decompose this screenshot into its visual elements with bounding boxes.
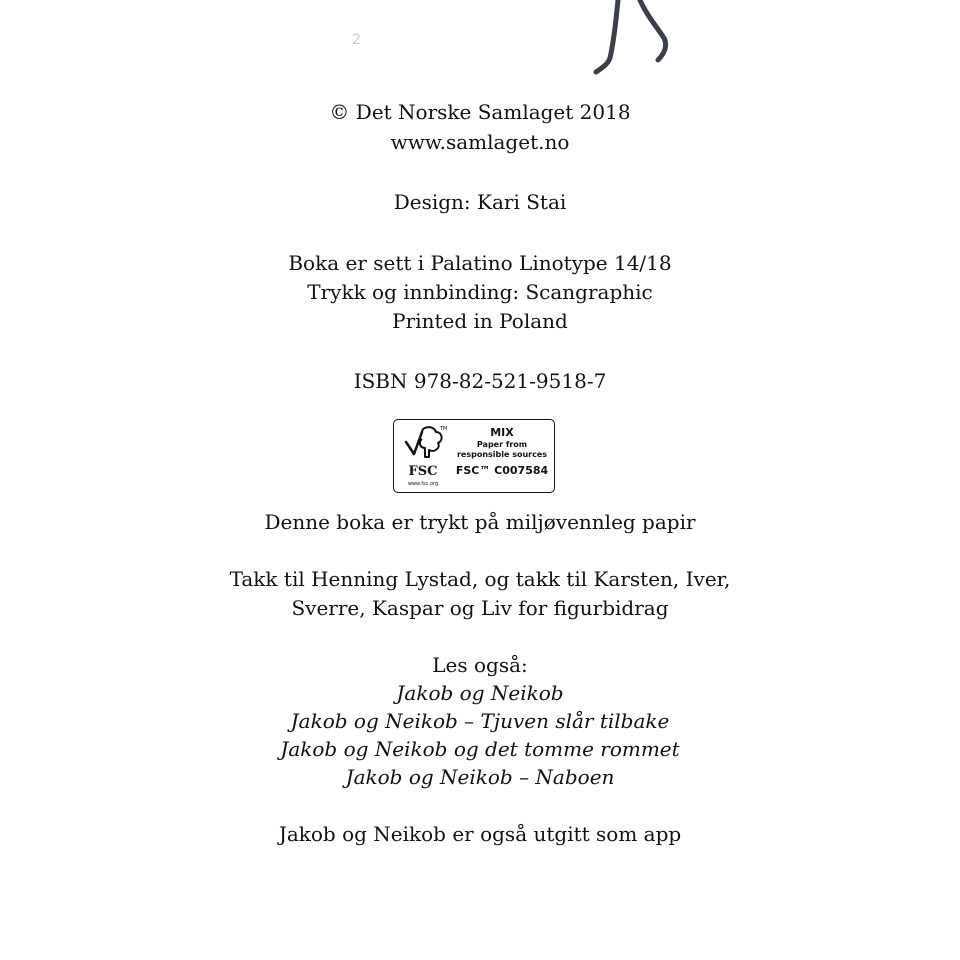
app-note: Jakob og Neikob er også utgitt som app — [278, 822, 682, 846]
also-read-title: Jakob og Neikob – Tjuven slår tilbake — [290, 709, 670, 733]
fsc-logo — [400, 424, 446, 488]
pencil-page-mark: 2 — [352, 32, 361, 48]
svg-text:TM: TM — [440, 426, 448, 432]
fsc-responsible-sources: responsible sources — [456, 450, 548, 459]
fsc-tree-icon — [400, 424, 446, 464]
design-credit: Design: Kari Stai — [393, 190, 567, 214]
thanks-line-1: Takk til Henning Lystad, og takk til Karsten, Iver, — [229, 567, 731, 591]
fsc-code: FSC™ C007584 — [455, 464, 549, 477]
also-read-title: Jakob og Neikob — [396, 681, 564, 705]
copyright-line: © Det Norske Samlaget 2018 — [329, 100, 631, 124]
fsc-logo-url: www.fsc.org — [407, 481, 439, 487]
printed-in-line: Printed in Poland — [392, 309, 568, 333]
isbn-line: ISBN 978-82-521-9518-7 — [353, 369, 607, 393]
also-read-title: Jakob og Neikob og det tomme rommet — [280, 737, 680, 761]
fsc-paper-from: Paper from — [476, 440, 528, 449]
website-line: www.samlaget.no — [390, 130, 570, 154]
thanks-line-2: Sverre, Kaspar og Liv for figurbidrag — [291, 596, 669, 620]
also-read-heading: Les også: — [432, 653, 528, 677]
typeface-line: Boka er sett i Palatino Linotype 14/18 — [288, 251, 672, 275]
also-read-title: Jakob og Neikob – Naboen — [345, 765, 615, 789]
printing-line: Trykk og innbinding: Scangraphic — [307, 280, 653, 304]
eco-note: Denne boka er trykt på miljøvennleg papir — [264, 510, 696, 534]
fsc-label-text — [452, 426, 552, 479]
character-legs-sketch — [580, 0, 680, 80]
fsc-mix: MIX — [490, 426, 514, 439]
fsc-label — [393, 419, 555, 493]
fsc-logo-text: FSC — [408, 464, 438, 479]
